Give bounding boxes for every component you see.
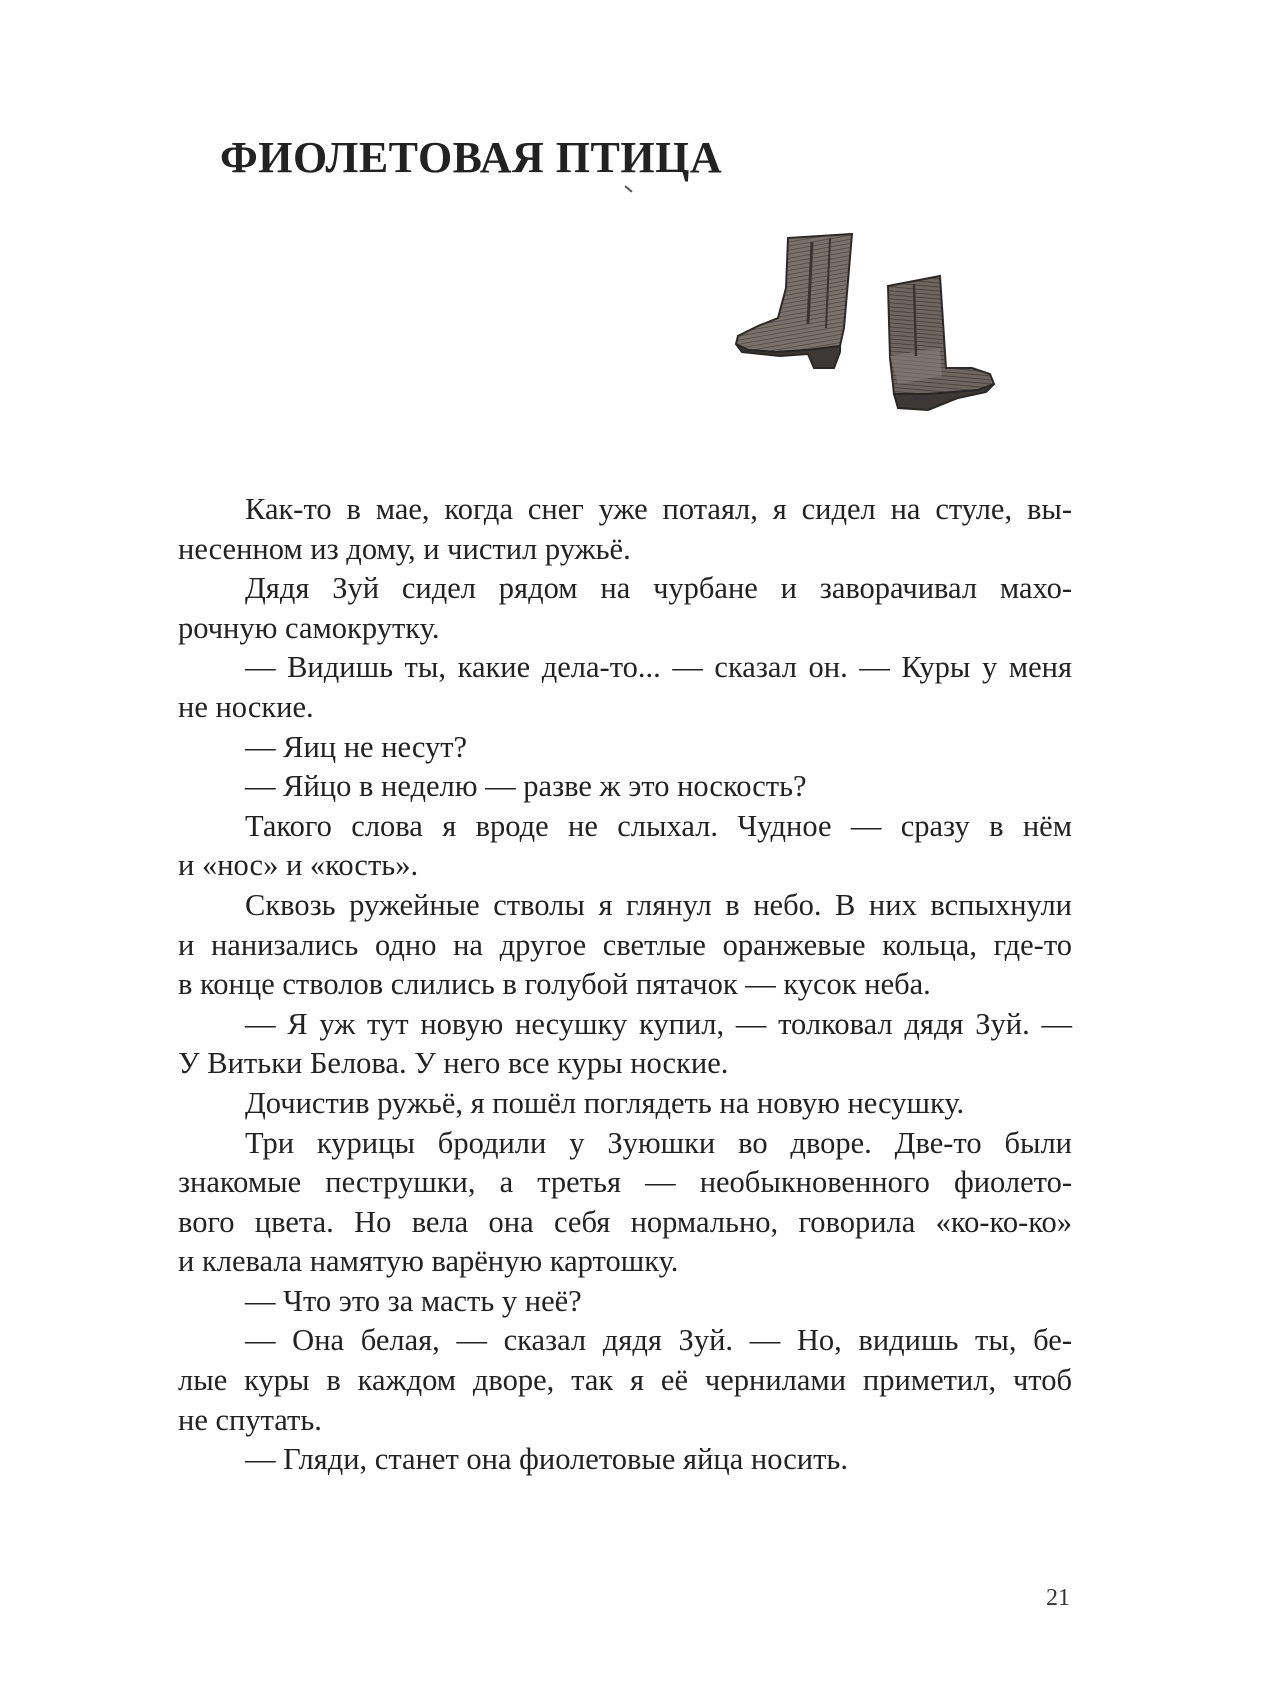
text-line: Сквозь ружейные стволы я глянул в небо. В них вспыхнули bbox=[245, 887, 1072, 922]
text-line: — Гляди, станет она фиолетовые яйца носить. bbox=[245, 1442, 848, 1477]
text-line: Такого слова я вроде не слыхал. Чудное — сразу в нём bbox=[245, 808, 1072, 843]
boots-illustration bbox=[728, 228, 998, 428]
right-boot bbox=[888, 276, 994, 410]
text-line: — Я уж тут новую несушку купил, — толковал дядя Зуй. — bbox=[245, 1006, 1072, 1041]
text-line: и «нос» и «кость». bbox=[178, 848, 419, 883]
text-line: — Видишь ты, какие дела-то... — сказал он. — Куры у меня bbox=[245, 650, 1072, 685]
text-line: не спутать. bbox=[178, 1402, 322, 1437]
text-line: Как-то в мае, когда снег уже потаял, я сидел на стуле, вы- bbox=[245, 492, 1072, 526]
text-line: Дядя Зуй сидел рядом на чурбане и заворачивал махо- bbox=[245, 571, 1072, 606]
text-line: в конце стволов слились в голубой пятачок — кусок неба. bbox=[178, 967, 931, 1002]
page-number: 21 bbox=[1046, 1585, 1070, 1611]
text-line: несенном из дому, и чистил ружьё. bbox=[178, 531, 631, 566]
text-line: — Яиц не несут? bbox=[245, 729, 468, 764]
text-line: знакомые пеструшки, а третья — необыкновенного фиолето- bbox=[178, 1165, 1072, 1200]
text-line: вого цвета. Но вела она себя нормально, говорила «ко-ко-ко» bbox=[178, 1204, 1072, 1239]
text-line: рочную самокрутку. bbox=[178, 610, 440, 645]
text-line: Дочистив ружьё, я пошёл поглядеть на новую несушку. bbox=[245, 1085, 965, 1120]
text-line: Три курицы бродили у Зуюшки во дворе. Две-то были bbox=[245, 1125, 1072, 1160]
text-line: — Она белая, — сказал дядя Зуй. — Но, видишь ты, бе- bbox=[245, 1323, 1072, 1358]
text-line: лые куры в каждом дворе, так я её чернилами приметил, чтоб bbox=[178, 1363, 1072, 1398]
text-line: и клевала намятую варёную картошку. bbox=[178, 1244, 679, 1279]
left-boot bbox=[736, 234, 852, 368]
text-line: У Витьки Белова. У него все куры ноские. bbox=[178, 1046, 729, 1081]
text-line: — Яйцо в неделю — разве ж это носкость? bbox=[245, 769, 807, 804]
body-text bbox=[178, 490, 1072, 1480]
text-line: и нанизались одно на другое светлые оранжевые кольца, где-то bbox=[178, 927, 1072, 962]
chapter-title: ФИОЛЕТОВАЯ ПТИЦА bbox=[220, 133, 723, 182]
text-line: не ноские. bbox=[178, 689, 314, 724]
text-line: — Что это за масть у неё? bbox=[245, 1283, 582, 1318]
stray-ink-mark bbox=[624, 185, 632, 192]
